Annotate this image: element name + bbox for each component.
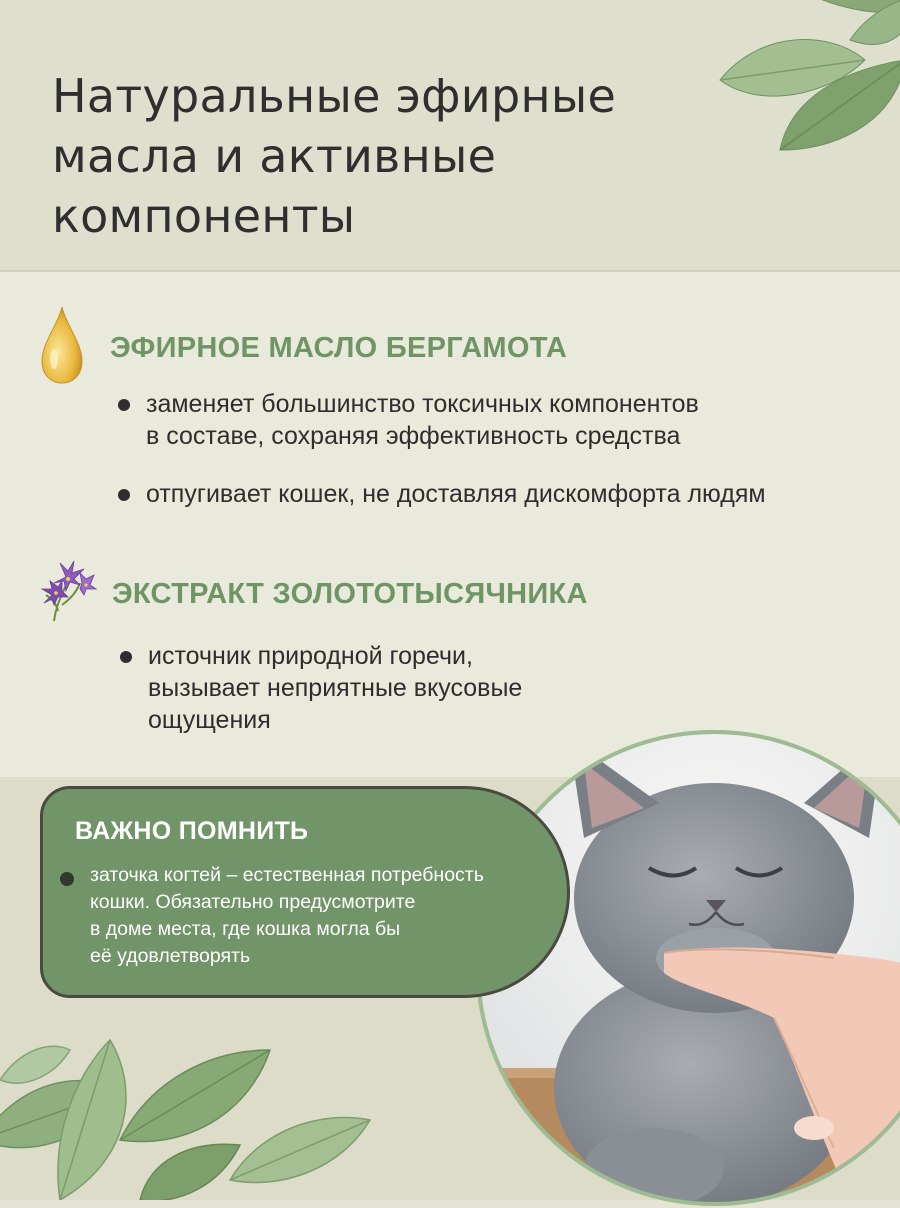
centaury-flower-icon — [32, 555, 98, 625]
bergamot-bullet-list — [118, 388, 878, 532]
title-line-2: масла и активные — [52, 129, 497, 183]
title-line-3: компоненты — [52, 189, 356, 243]
bullet-dot — [118, 489, 130, 501]
list-item: источник природной горечи, вызывает неприятные вкусовые ощущения — [120, 640, 680, 736]
important-note-box — [40, 786, 570, 998]
important-note-title: ВАЖНО ПОМНИТЬ — [75, 817, 309, 845]
title-line-1: Натуральные эфирные — [52, 69, 617, 123]
bullet-dot — [120, 651, 132, 663]
section-heading-bergamot: ЭФИРНОЕ МАСЛО БЕРГАМОТА — [110, 332, 568, 364]
page-title — [52, 66, 692, 246]
important-note-text: заточка когтей – естественная потребность кошки. Обязательно предусмотрите в доме места, где кошка могла бы её удовлетворять — [90, 864, 484, 967]
bullet-dot — [60, 872, 74, 886]
oil-drop-icon — [38, 305, 86, 385]
bullet-dot — [118, 399, 130, 411]
leaves-decoration-top-right — [690, 0, 900, 160]
section-heading-centaury: ЭКСТРАКТ ЗОЛОТОТЫСЯЧНИКА — [112, 578, 588, 610]
list-item: отпугивает кошек, не доставляя дискомфорта людям — [118, 478, 878, 510]
list-item: заменяет большинство токсичных компонентов в составе, сохраняя эффективность средства — [118, 388, 878, 452]
leaves-decoration-bottom-left — [0, 1020, 380, 1200]
